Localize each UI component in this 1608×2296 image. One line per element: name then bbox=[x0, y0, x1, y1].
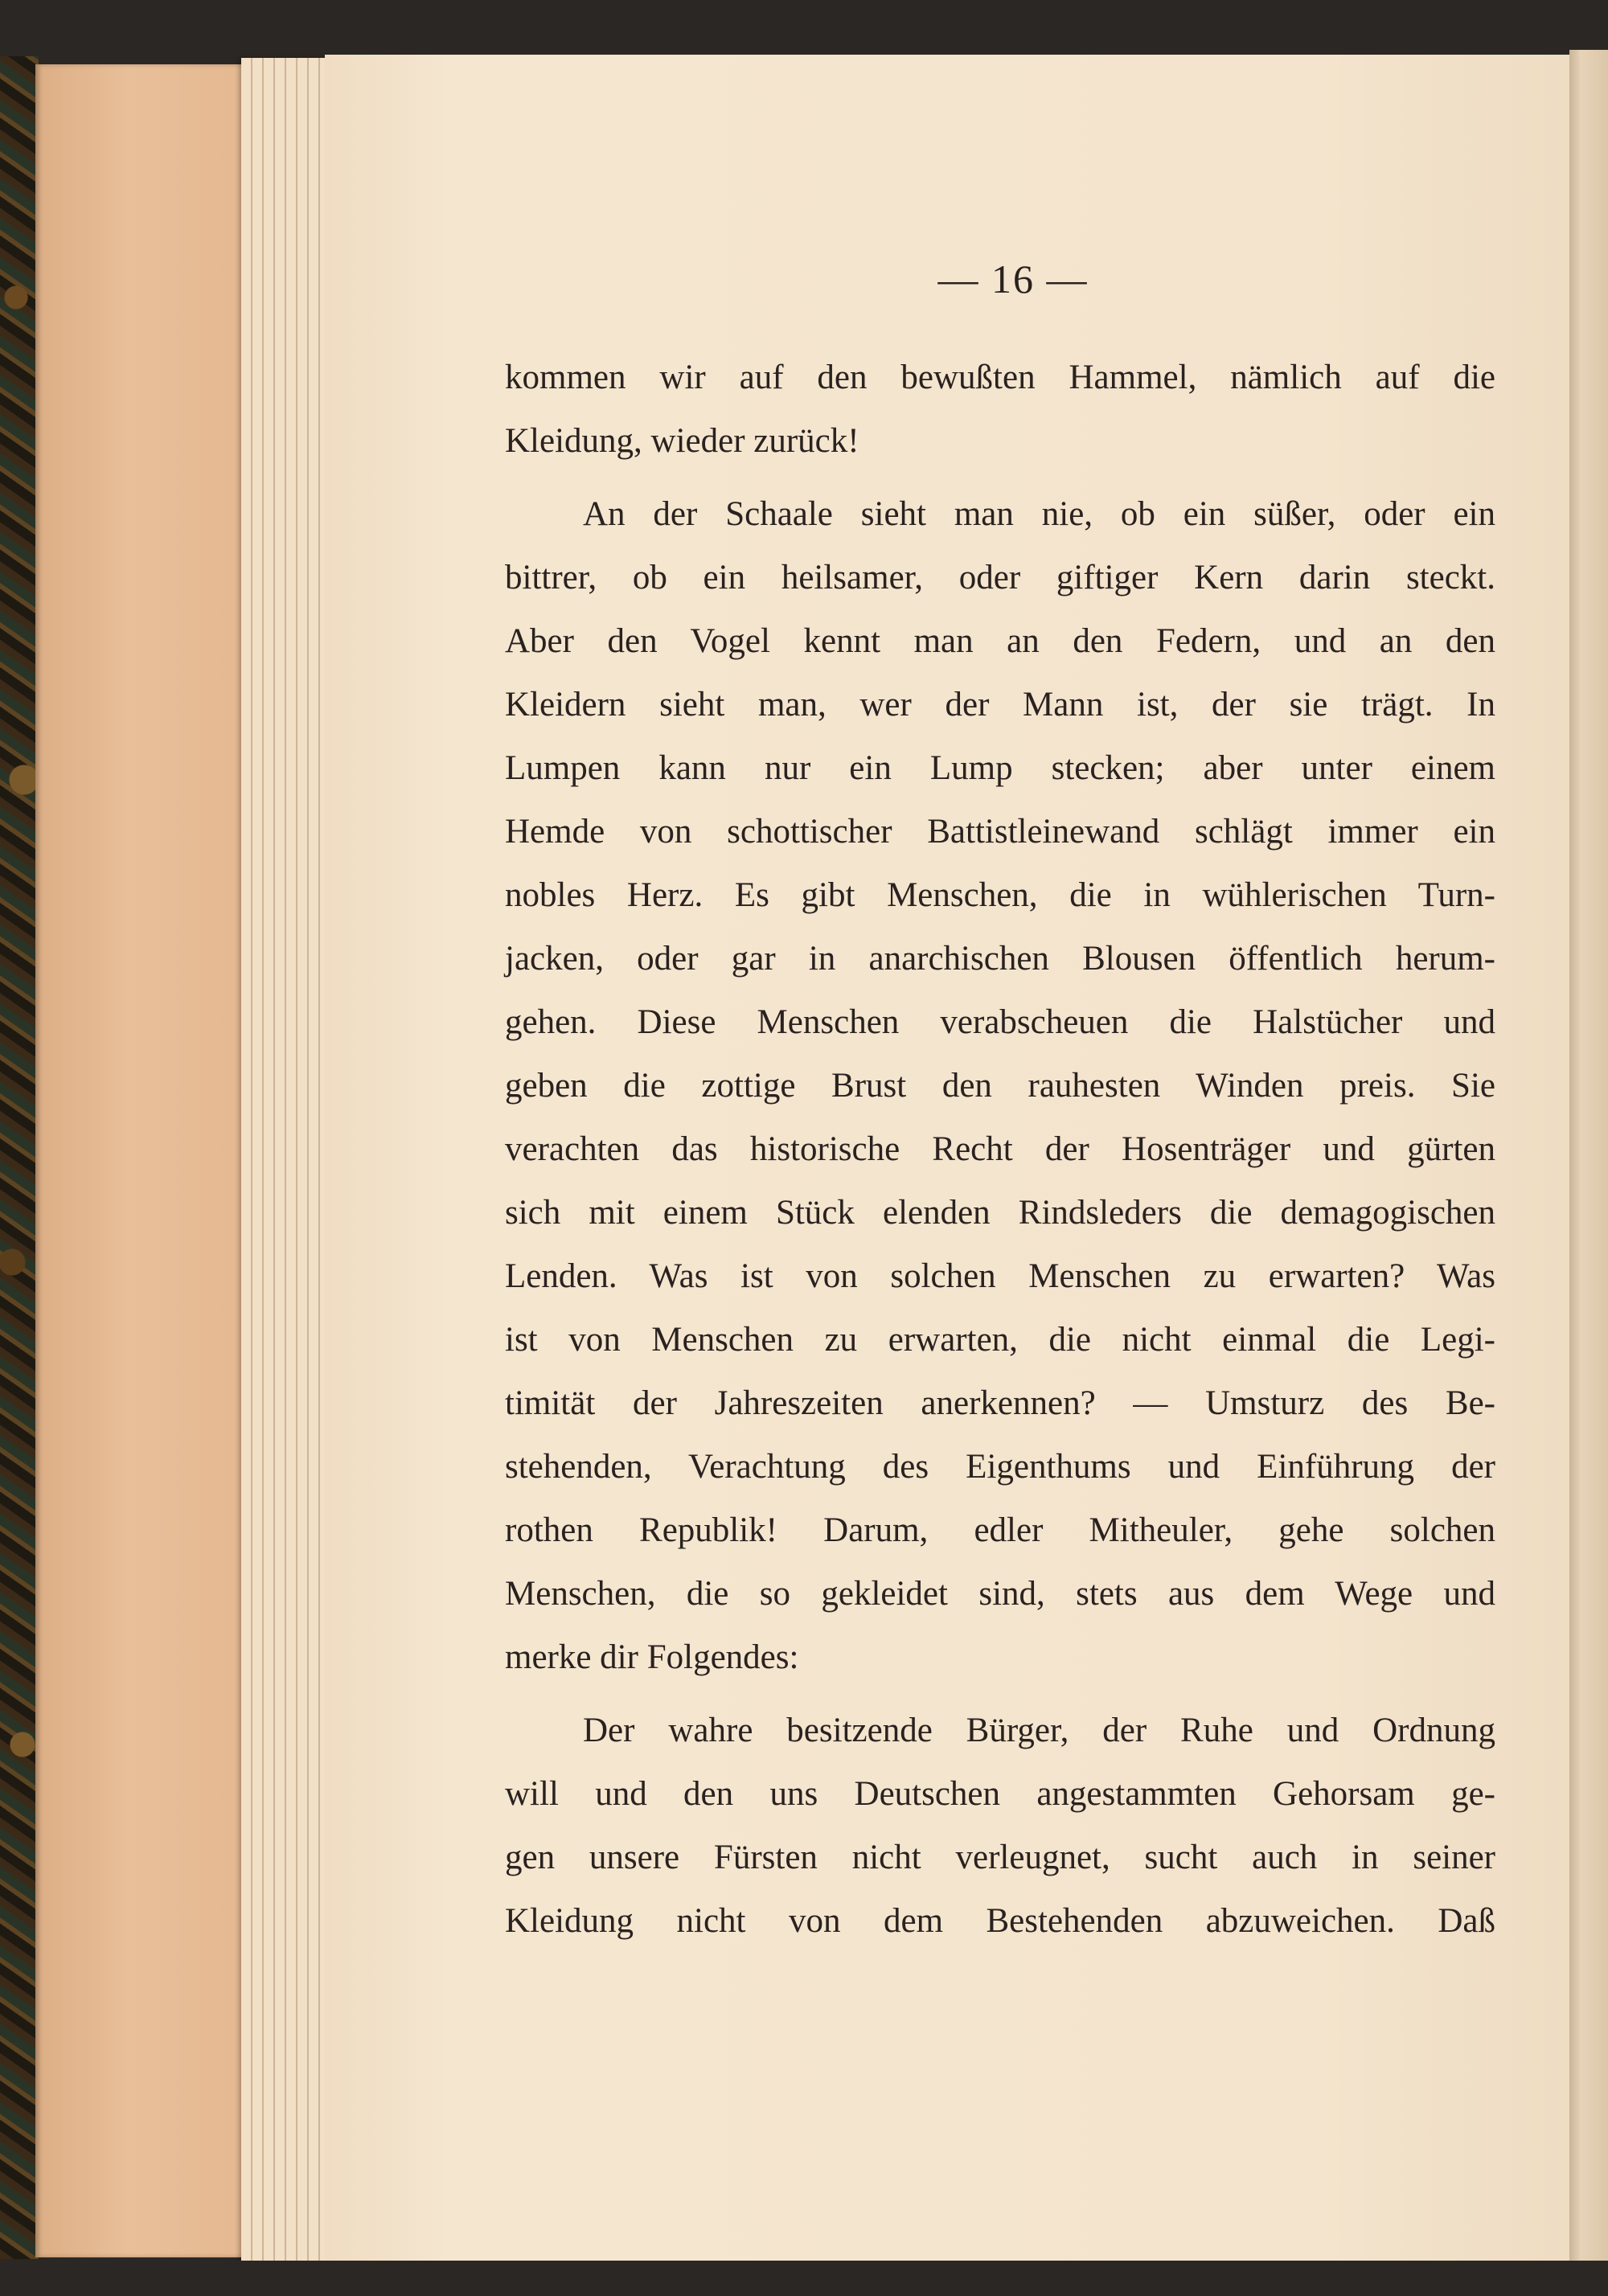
text-line: An der Schaale sieht man nie, ob ein süßer, oder ein bbox=[583, 495, 1495, 533]
text-line: merke dir Folgendes: bbox=[505, 1638, 799, 1676]
text-line: rothen Republik! Darum, edler Mitheuler, gehe solchen bbox=[505, 1511, 1495, 1549]
text-line: kommen wir auf den bewußten Hammel, nämlich auf die bbox=[505, 359, 1495, 396]
text-line: Kleidung nicht von dem Bestehenden abzuweichen. Daß bbox=[505, 1902, 1495, 1940]
text-line: Aber den Vogel kennt man an den Federn, und an den bbox=[505, 622, 1495, 660]
text-line: bittrer, ob ein heilsamer, oder giftiger Kern darin steckt. bbox=[505, 559, 1495, 597]
text-line: gehen. Diese Menschen verabscheuen die Halstücher und bbox=[505, 1003, 1495, 1041]
text-line: ist von Menschen zu erwarten, die nicht einmal die Legi- bbox=[505, 1321, 1495, 1359]
paragraph bbox=[505, 1699, 1495, 1953]
text-line: stehenden, Verachtung des Eigenthums und Einführung der bbox=[505, 1448, 1495, 1486]
text-line: Hemde von schottischer Battistleinewand schlägt immer ein bbox=[505, 813, 1495, 851]
text-line: sich mit einem Stück elenden Rindsleders die demagogischen bbox=[505, 1194, 1495, 1232]
text-line: Kleidung, wieder zurück! bbox=[505, 422, 859, 460]
paragraph bbox=[505, 482, 1495, 1689]
page-number: — 16 — bbox=[937, 256, 1089, 301]
text-line: nobles Herz. Es gibt Menschen, die in wühlerischen Turn- bbox=[505, 876, 1495, 914]
text-line: jacken, oder gar in anarchischen Blousen öffentlich herum- bbox=[505, 940, 1495, 978]
text-line: verachten das historische Recht der Hosenträger und gürten bbox=[505, 1130, 1495, 1168]
text-line: Menschen, die so gekleidet sind, stets aus dem Wege und bbox=[505, 1575, 1495, 1613]
text-line: timität der Jahreszeiten anerkennen? — Umsturz des Be- bbox=[505, 1384, 1495, 1422]
text-line: will und den uns Deutschen angestammten Gehorsam ge- bbox=[505, 1775, 1495, 1813]
right-page-edge bbox=[1569, 50, 1608, 2262]
text-line: Der wahre besitzende Bürger, der Ruhe und Ordnung bbox=[583, 1712, 1495, 1749]
page-edges bbox=[241, 58, 326, 2262]
text-line: geben die zottige Brust den rauhesten Winden preis. Sie bbox=[505, 1067, 1495, 1105]
text-line: Lenden. Was ist von solchen Menschen zu erwarten? Was bbox=[505, 1257, 1495, 1295]
body-text bbox=[505, 346, 1495, 1962]
endpaper bbox=[35, 64, 269, 2257]
text-line: Lumpen kann nur ein Lump stecken; aber unter einem bbox=[505, 749, 1495, 787]
text-line: Kleidern sieht man, wer der Mann ist, der sie trägt. In bbox=[505, 686, 1495, 724]
paragraph bbox=[505, 346, 1495, 473]
text-line: gen unsere Fürsten nicht verleugnet, sucht auch in seiner bbox=[505, 1839, 1495, 1876]
marbled-book-cover bbox=[0, 56, 39, 2259]
background-strip bbox=[0, 2261, 1608, 2296]
